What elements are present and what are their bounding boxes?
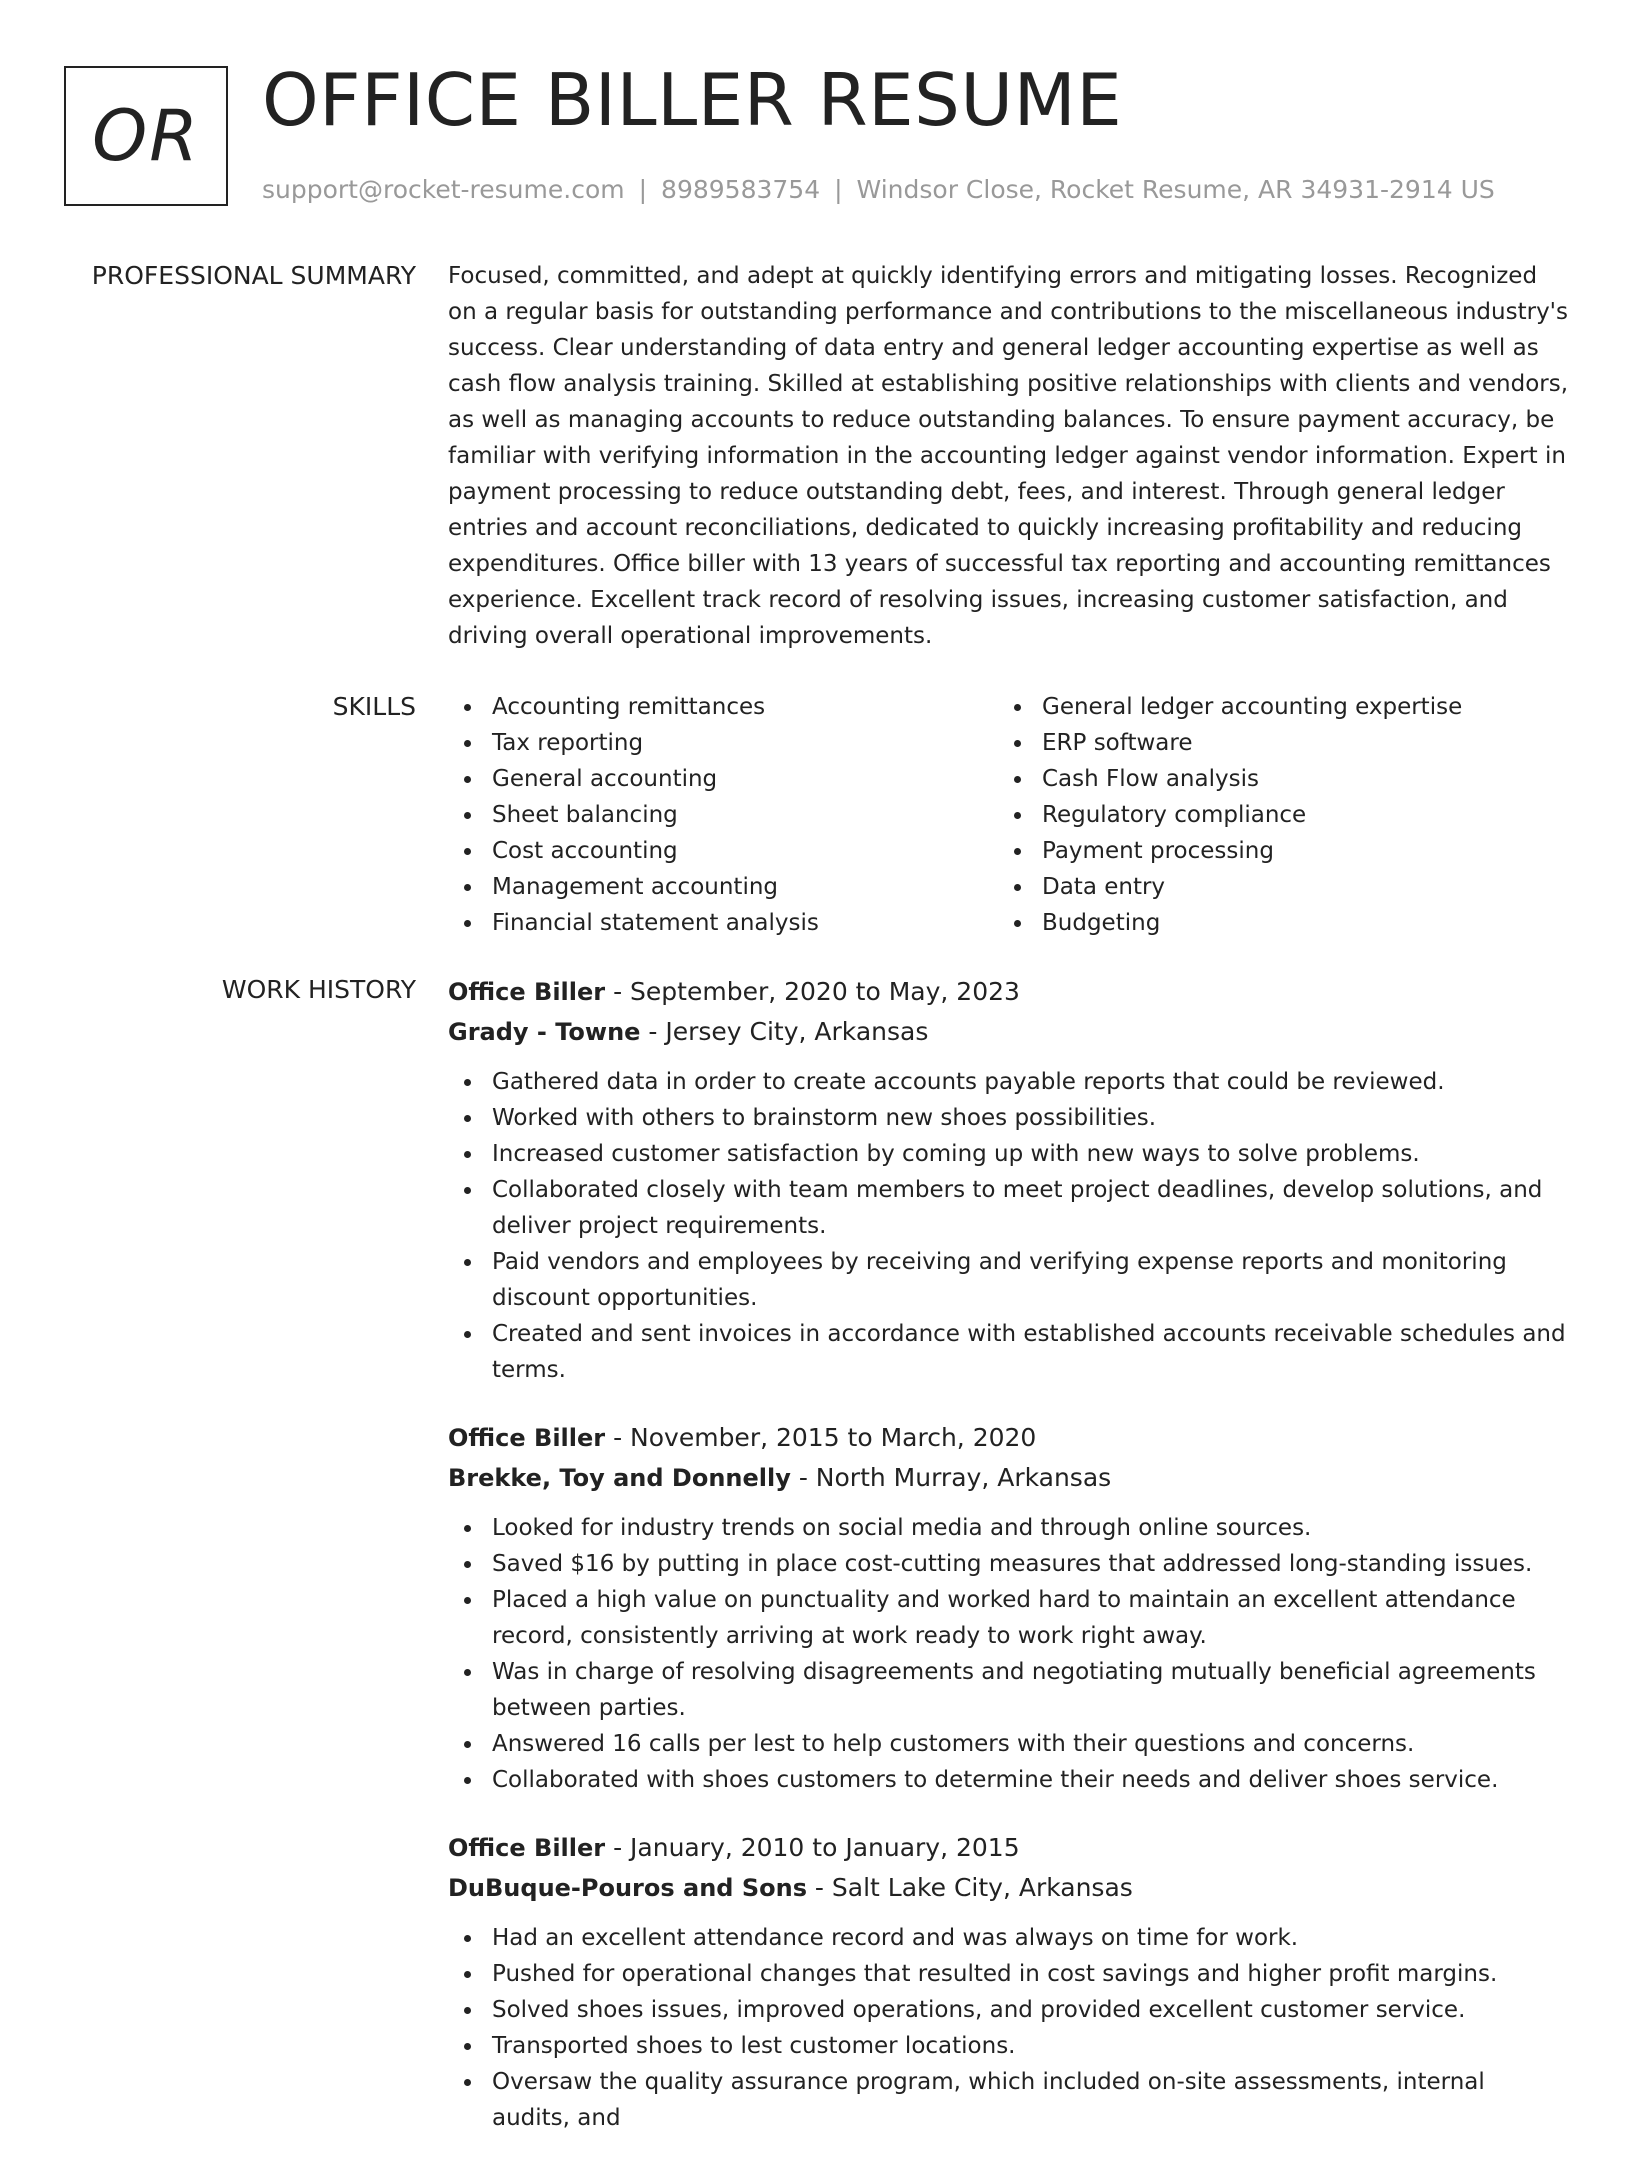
list-item-text: Data entry bbox=[1042, 874, 1166, 900]
job-company: Grady - Towne bbox=[448, 1018, 641, 1046]
list-item bbox=[448, 1726, 1568, 1762]
list-item-text: General accounting bbox=[492, 766, 718, 792]
bullet-dot-icon bbox=[464, 2007, 471, 2014]
list-item bbox=[448, 905, 998, 941]
job-location: - Jersey City, Arkansas bbox=[640, 1017, 929, 1046]
work-history-body bbox=[448, 972, 1568, 2166]
resume-title: OFFICE BILLER RESUME bbox=[262, 58, 1123, 142]
bullet-dot-icon bbox=[464, 1525, 471, 1532]
bullet-dot-icon bbox=[464, 1935, 471, 1942]
bullet-dot-icon bbox=[464, 1561, 471, 1568]
bullet-dot-icon bbox=[1014, 776, 1021, 783]
list-item bbox=[448, 1172, 1568, 1244]
section-label-work-history: WORK HISTORY bbox=[221, 975, 416, 1004]
list-item-text: Created and sent invoices in accordance with established accounts receivable schedules and terms. bbox=[492, 1321, 1566, 1383]
list-item-text: Saved $16 by putting in place cost-cutting measures that addressed long-standing issues. bbox=[492, 1551, 1533, 1577]
list-item bbox=[448, 2028, 1568, 2064]
list-item-text: Placed a high value on punctuality and worked hard to maintain an excellent attendance record, consistently arriving at work ready to work right away. bbox=[492, 1587, 1516, 1649]
skills-list-right bbox=[998, 689, 1548, 941]
bullet-dot-icon bbox=[464, 2079, 471, 2086]
summary-text: Focused, committed, and adept at quickly identifying errors and mitigating losses. Recognized on a regular basis for outstanding performance and contributions to the miscellaneous industry's success. Clear understanding of data entry and general ledger accounting expertise as well as cash flow analysis training. Skilled at establishing positive relationships with clients and vendors, as well as managing accounts to reduce outstanding balances. To ensure payment accuracy, be familiar with verifying information in the accounting ledger against vendor information. Expert in payment processing to reduce outstanding debt, fees, and interest. Through general ledger entries and account reconciliations, dedicated to quickly increasing profitability and reducing expenditures. Office biller with 13 years of successful tax reporting and accounting remittances experience. Excellent track record of resolving issues, increasing customer satisfaction, and driving overall operational improvements. bbox=[448, 263, 1569, 649]
list-item bbox=[448, 1136, 1568, 1172]
list-item-text: Tax reporting bbox=[492, 730, 644, 756]
list-item-text: Transported shoes to lest customer locations. bbox=[492, 2033, 1016, 2059]
list-item bbox=[448, 1546, 1568, 1582]
job-title-line bbox=[448, 1418, 1568, 1458]
bullet-dot-icon bbox=[464, 776, 471, 783]
job-entry bbox=[448, 1828, 1568, 2136]
bullet-dot-icon bbox=[1014, 848, 1021, 855]
list-item bbox=[998, 905, 1548, 941]
job-title-line bbox=[448, 1828, 1568, 1868]
bullet-dot-icon bbox=[464, 884, 471, 891]
list-item-text: Sheet balancing bbox=[492, 802, 678, 828]
job-title: Office Biller bbox=[448, 1424, 606, 1452]
list-item bbox=[448, 833, 998, 869]
skills-columns bbox=[448, 689, 1568, 941]
list-item-text: Looked for industry trends on social media and through online sources. bbox=[492, 1515, 1312, 1541]
bullet-dot-icon bbox=[464, 848, 471, 855]
list-item-text: Financial statement analysis bbox=[492, 910, 819, 936]
bullet-dot-icon bbox=[464, 2043, 471, 2050]
bullet-dot-icon bbox=[464, 1777, 471, 1784]
contact-line bbox=[262, 172, 1495, 208]
skills-body bbox=[448, 689, 1568, 941]
list-item-text: Accounting remittances bbox=[492, 694, 766, 720]
list-item bbox=[448, 869, 998, 905]
list-item bbox=[998, 689, 1548, 725]
job-company: DuBuque-Pouros and Sons bbox=[448, 1874, 807, 1902]
bullet-dot-icon bbox=[464, 1079, 471, 1086]
list-item-text: Solved shoes issues, improved operations, and provided excellent customer service. bbox=[492, 1997, 1466, 2023]
list-item-text: Worked with others to brainstorm new shoes possibilities. bbox=[492, 1105, 1157, 1131]
job-company-line bbox=[448, 1868, 1568, 1908]
list-item-text: General ledger accounting expertise bbox=[1042, 694, 1463, 720]
skills-list-left bbox=[448, 689, 998, 941]
list-item bbox=[448, 2064, 1568, 2136]
initials-text: OR bbox=[92, 95, 200, 177]
bullet-dot-icon bbox=[1014, 740, 1021, 747]
contact-separator: | bbox=[834, 175, 843, 204]
list-item bbox=[998, 797, 1548, 833]
list-item bbox=[448, 1582, 1568, 1654]
section-label-skills: SKILLS bbox=[332, 692, 416, 721]
bullet-dot-icon bbox=[464, 1971, 471, 1978]
section-label-summary: PROFESSIONAL SUMMARY bbox=[91, 261, 416, 290]
list-item bbox=[448, 1654, 1568, 1726]
list-item-text: Management accounting bbox=[492, 874, 779, 900]
job-duties-list bbox=[448, 1920, 1568, 2136]
list-item-text: Collaborated with shoes customers to determine their needs and deliver shoes service. bbox=[492, 1767, 1499, 1793]
list-item bbox=[448, 1992, 1568, 2028]
list-item bbox=[448, 1316, 1568, 1388]
list-item-text: Had an excellent attendance record and was always on time for work. bbox=[492, 1925, 1299, 1951]
list-item bbox=[998, 869, 1548, 905]
list-item bbox=[998, 833, 1548, 869]
job-entry bbox=[448, 972, 1568, 1388]
job-duties-list bbox=[448, 1510, 1568, 1798]
bullet-dot-icon bbox=[464, 1115, 471, 1122]
list-item-text: Cash Flow analysis bbox=[1042, 766, 1259, 792]
list-item-text: Pushed for operational changes that resulted in cost savings and higher profit margins. bbox=[492, 1961, 1498, 1987]
list-item-text: Was in charge of resolving disagreements and negotiating mutually beneficial agreements between parties. bbox=[492, 1659, 1536, 1721]
bullet-dot-icon bbox=[464, 1597, 471, 1604]
bullet-dot-icon bbox=[464, 1669, 471, 1676]
list-item-text: ERP software bbox=[1042, 730, 1193, 756]
list-item-text: Answered 16 calls per lest to help customers with their questions and concerns. bbox=[492, 1731, 1415, 1757]
list-item bbox=[448, 689, 998, 725]
job-title-line bbox=[448, 972, 1568, 1012]
list-item-text: Regulatory compliance bbox=[1042, 802, 1307, 828]
job-dates: - September, 2020 to May, 2023 bbox=[605, 977, 1020, 1006]
job-location: - North Murray, Arkansas bbox=[790, 1463, 1112, 1492]
list-item bbox=[448, 1956, 1568, 1992]
bullet-dot-icon bbox=[464, 1151, 471, 1158]
summary-body bbox=[448, 258, 1568, 654]
list-item-text: Cost accounting bbox=[492, 838, 678, 864]
list-item-text: Collaborated closely with team members to meet project deadlines, develop solutions, and deliver project requirements. bbox=[492, 1177, 1543, 1239]
list-item bbox=[448, 1762, 1568, 1798]
bullet-dot-icon bbox=[1014, 920, 1021, 927]
bullet-dot-icon bbox=[1014, 812, 1021, 819]
bullet-dot-icon bbox=[1014, 704, 1021, 711]
list-item-text: Paid vendors and employees by receiving and verifying expense reports and monitoring discount opportunities. bbox=[492, 1249, 1507, 1311]
list-item bbox=[998, 761, 1548, 797]
list-item bbox=[448, 1244, 1568, 1316]
list-item-text: Increased customer satisfaction by coming up with new ways to solve problems. bbox=[492, 1141, 1420, 1167]
list-item bbox=[448, 1064, 1568, 1100]
contact-separator: | bbox=[638, 175, 648, 204]
job-title: Office Biller bbox=[448, 978, 606, 1006]
bullet-dot-icon bbox=[464, 1187, 471, 1194]
contact-phone: 8989583754 bbox=[661, 175, 821, 204]
list-item bbox=[448, 1920, 1568, 1956]
contact-address: Windsor Close, Rocket Resume, AR 34931-2914 US bbox=[856, 175, 1495, 204]
contact-email: support@rocket-resume.com bbox=[262, 175, 625, 204]
bullet-dot-icon bbox=[464, 740, 471, 747]
list-item bbox=[448, 1100, 1568, 1136]
list-item bbox=[998, 725, 1548, 761]
bullet-dot-icon bbox=[464, 704, 471, 711]
job-company: Brekke, Toy and Donnelly bbox=[448, 1464, 791, 1492]
bullet-dot-icon bbox=[464, 1331, 471, 1338]
bullet-dot-icon bbox=[464, 1741, 471, 1748]
list-item-text: Oversaw the quality assurance program, which included on-site assessments, internal audits, and bbox=[492, 2069, 1485, 2131]
list-item-text: Gathered data in order to create accounts payable reports that could be reviewed. bbox=[492, 1069, 1445, 1095]
job-duties-list bbox=[448, 1064, 1568, 1388]
bullet-dot-icon bbox=[464, 920, 471, 927]
initials-monogram bbox=[64, 66, 228, 206]
list-item-text: Payment processing bbox=[1042, 838, 1274, 864]
job-company-line bbox=[448, 1458, 1568, 1498]
bullet-dot-icon bbox=[464, 1259, 471, 1266]
list-item-text: Budgeting bbox=[1042, 910, 1161, 936]
job-location: - Salt Lake City, Arkansas bbox=[806, 1873, 1133, 1902]
job-title: Office Biller bbox=[448, 1834, 606, 1862]
list-item bbox=[448, 761, 998, 797]
bullet-dot-icon bbox=[464, 812, 471, 819]
job-dates: - November, 2015 to March, 2020 bbox=[605, 1423, 1037, 1452]
job-company-line bbox=[448, 1012, 1568, 1052]
list-item bbox=[448, 797, 998, 833]
list-item bbox=[448, 725, 998, 761]
job-entry bbox=[448, 1418, 1568, 1798]
bullet-dot-icon bbox=[1014, 884, 1021, 891]
job-dates: - January, 2010 to January, 2015 bbox=[605, 1833, 1020, 1862]
list-item bbox=[448, 1510, 1568, 1546]
